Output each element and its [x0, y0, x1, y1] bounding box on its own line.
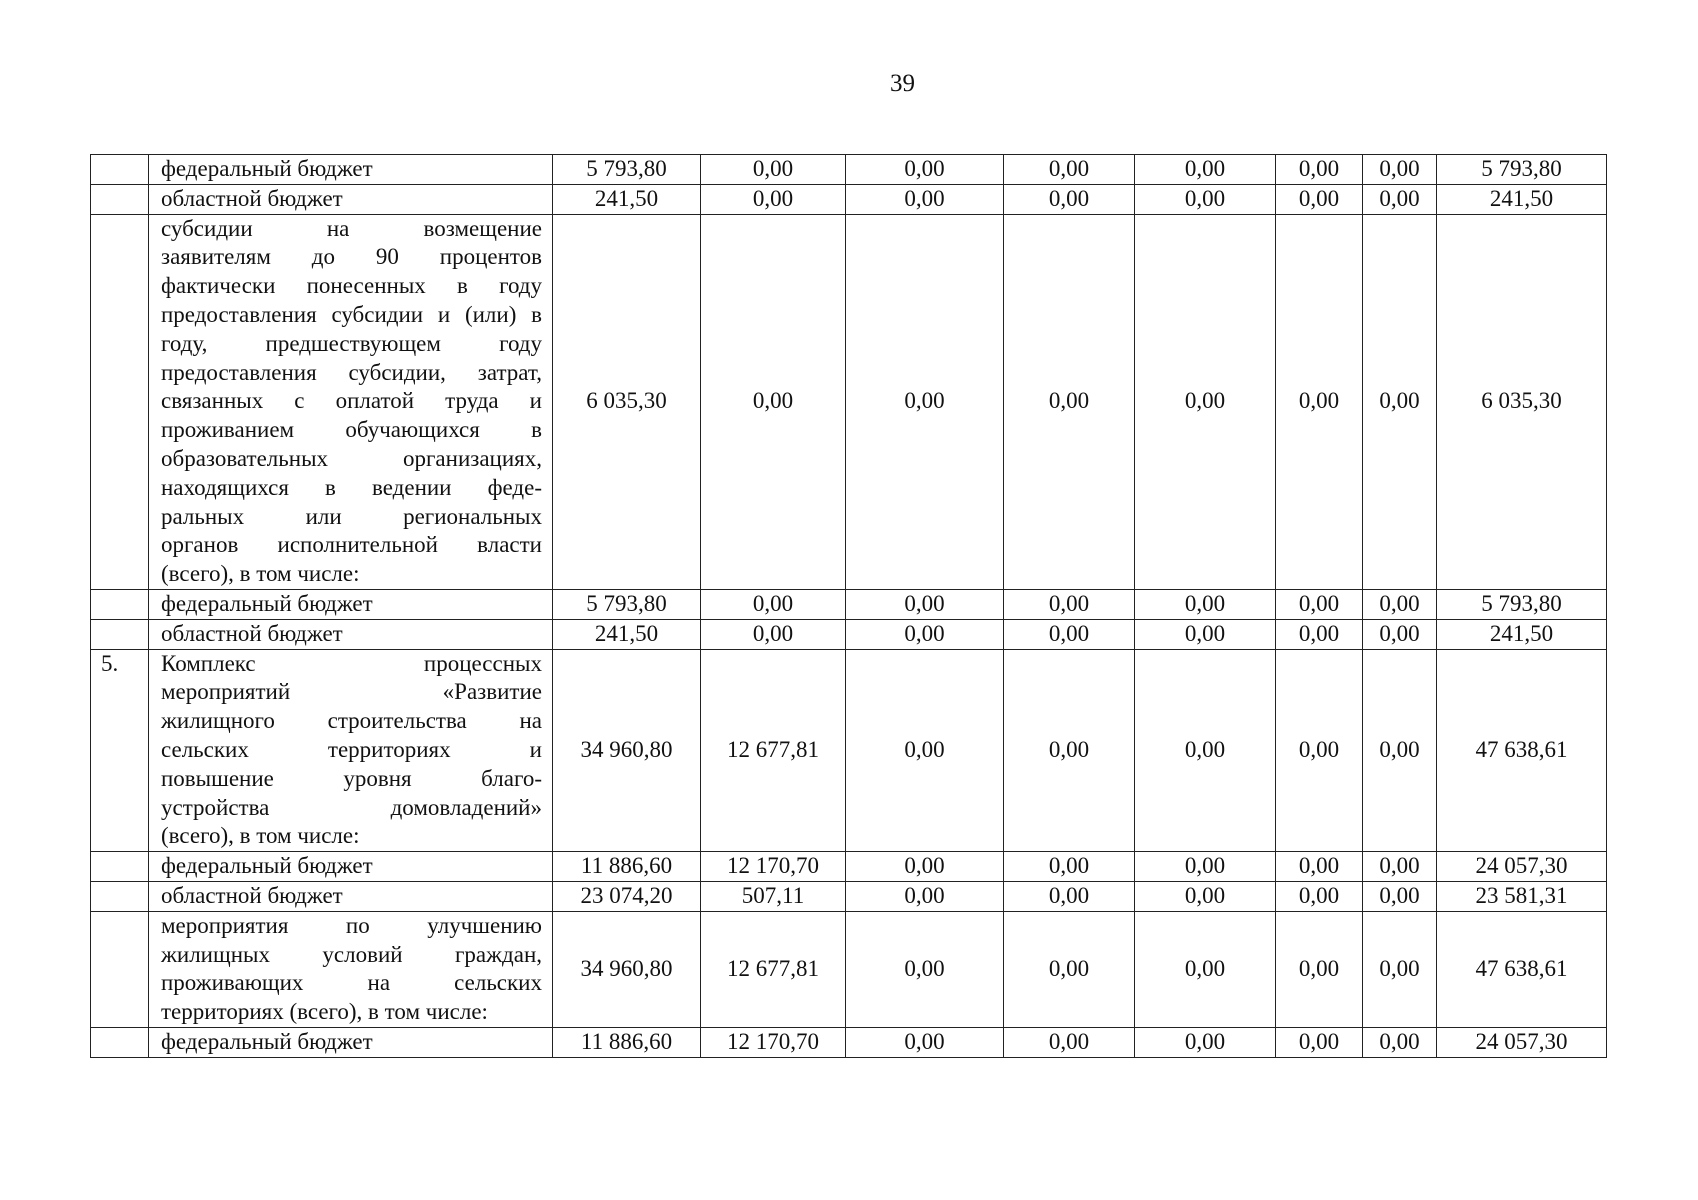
description-line: предоставления субсидии, затрат,: [161, 359, 542, 385]
total-cell: 24 057,30: [1437, 1027, 1607, 1057]
description-line: ральных или региональных: [161, 503, 542, 529]
description-line: мероприятий «Развитие: [161, 679, 542, 705]
value-cell: 0,00: [1135, 852, 1276, 882]
row-number-cell: [91, 589, 149, 619]
description-line: жилищных условий граждан,: [161, 941, 542, 967]
value-cell: 0,00: [1135, 155, 1276, 185]
description-line: проживанием обучающихся в: [161, 417, 542, 443]
value-cell: 34 960,80: [553, 649, 701, 852]
row-description-cell: [149, 649, 553, 852]
value-cell: 11 886,60: [553, 852, 701, 882]
table-row: [91, 214, 1607, 589]
description-line: органов исполнительной власти: [161, 532, 542, 558]
description-line: мероприятия по улучшению: [161, 912, 542, 938]
description-line: повышение уровня благо-: [161, 765, 542, 791]
description-line: предоставления субсидии и (или) в: [161, 301, 542, 327]
total-cell: 47 638,61: [1437, 649, 1607, 852]
row-description-cell: [149, 184, 553, 214]
value-cell: 0,00: [1276, 589, 1363, 619]
description-line: областной бюджет: [161, 882, 343, 908]
value-cell: 0,00: [846, 852, 1004, 882]
row-description-cell: [149, 852, 553, 882]
value-cell: 0,00: [1363, 214, 1437, 589]
table-row: [91, 881, 1607, 911]
value-cell: 0,00: [846, 911, 1004, 1027]
description-line: (всего), в том числе:: [161, 561, 360, 587]
description-line: федеральный бюджет: [161, 853, 373, 879]
value-cell: 34 960,80: [553, 911, 701, 1027]
budget-table: [90, 154, 1607, 1058]
value-cell: 0,00: [1135, 911, 1276, 1027]
table-row: [91, 155, 1607, 185]
page-number: 39: [890, 70, 915, 97]
description-line: федеральный бюджет: [161, 590, 373, 616]
row-description-cell: [149, 155, 553, 185]
value-cell: 0,00: [846, 589, 1004, 619]
value-cell: 5 793,80: [553, 155, 701, 185]
value-cell: 0,00: [846, 649, 1004, 852]
value-cell: 0,00: [701, 184, 846, 214]
description-line: федеральный бюджет: [161, 156, 373, 181]
value-cell: 0,00: [1004, 911, 1135, 1027]
value-cell: 11 886,60: [553, 1027, 701, 1057]
value-cell: 0,00: [701, 619, 846, 649]
total-cell: 241,50: [1437, 184, 1607, 214]
row-number-cell: 5.: [91, 649, 149, 852]
value-cell: 12 170,70: [701, 852, 846, 882]
value-cell: 0,00: [1135, 619, 1276, 649]
row-description-cell: [149, 881, 553, 911]
description-line: заявителям до 90 процентов: [161, 244, 542, 270]
value-cell: 0,00: [1004, 619, 1135, 649]
value-cell: 0,00: [1004, 881, 1135, 911]
description-line: фактически понесенных в году: [161, 273, 542, 299]
value-cell: 0,00: [1363, 881, 1437, 911]
value-cell: 507,11: [701, 881, 846, 911]
value-cell: 0,00: [1135, 649, 1276, 852]
row-number-cell: [91, 155, 149, 185]
description-line: устройства домовладений»: [161, 794, 542, 820]
value-cell: 0,00: [846, 619, 1004, 649]
value-cell: 0,00: [1135, 1027, 1276, 1057]
value-cell: 0,00: [1363, 589, 1437, 619]
value-cell: 0,00: [1135, 589, 1276, 619]
row-description-cell: [149, 589, 553, 619]
value-cell: 0,00: [846, 881, 1004, 911]
value-cell: 0,00: [1135, 881, 1276, 911]
description-line: связанных с оплатой труда и: [161, 388, 542, 414]
description-line: образовательных организациях,: [161, 445, 542, 471]
value-cell: 0,00: [1135, 214, 1276, 589]
value-cell: 0,00: [1276, 184, 1363, 214]
table-row: [91, 619, 1607, 649]
value-cell: 0,00: [701, 589, 846, 619]
value-cell: 0,00: [846, 155, 1004, 185]
value-cell: 241,50: [553, 184, 701, 214]
value-cell: 0,00: [846, 1027, 1004, 1057]
value-cell: 0,00: [1276, 649, 1363, 852]
description-line: сельских территориях и: [161, 736, 542, 762]
row-number-cell: [91, 852, 149, 882]
row-number-cell: [91, 911, 149, 1027]
value-cell: 0,00: [1004, 852, 1135, 882]
table-row: [91, 589, 1607, 619]
table-row: [91, 852, 1607, 882]
value-cell: 0,00: [1276, 881, 1363, 911]
value-cell: 0,00: [1004, 214, 1135, 589]
total-cell: 47 638,61: [1437, 911, 1607, 1027]
row-number-cell: [91, 1027, 149, 1057]
value-cell: 0,00: [1363, 911, 1437, 1027]
row-number-cell: [91, 214, 149, 589]
value-cell: 0,00: [1276, 214, 1363, 589]
row-description-cell: [149, 911, 553, 1027]
value-cell: 5 793,80: [553, 589, 701, 619]
description-line: федеральный бюджет: [161, 1028, 373, 1054]
row-number-cell: [91, 184, 149, 214]
value-cell: 6 035,30: [553, 214, 701, 589]
value-cell: 0,00: [1276, 1027, 1363, 1057]
total-cell: 6 035,30: [1437, 214, 1607, 589]
value-cell: 0,00: [1363, 619, 1437, 649]
value-cell: 0,00: [1363, 155, 1437, 185]
value-cell: 0,00: [1363, 852, 1437, 882]
description-line: (всего), в том числе:: [161, 823, 360, 849]
description-line: жилищного строительства на: [161, 708, 542, 734]
description-line: году, предшествующем году: [161, 330, 542, 356]
value-cell: 23 074,20: [553, 881, 701, 911]
value-cell: 0,00: [1004, 589, 1135, 619]
value-cell: 0,00: [1276, 619, 1363, 649]
row-number-cell: [91, 881, 149, 911]
value-cell: 0,00: [1363, 1027, 1437, 1057]
value-cell: 0,00: [1135, 184, 1276, 214]
description-line: субсидии на возмещение: [161, 215, 542, 241]
value-cell: 0,00: [1004, 184, 1135, 214]
value-cell: 0,00: [1004, 1027, 1135, 1057]
value-cell: 0,00: [701, 214, 846, 589]
total-cell: 5 793,80: [1437, 155, 1607, 185]
total-cell: 24 057,30: [1437, 852, 1607, 882]
value-cell: 0,00: [1276, 911, 1363, 1027]
value-cell: 0,00: [1276, 852, 1363, 882]
value-cell: 12 677,81: [701, 649, 846, 852]
description-line: находящихся в ведении феде-: [161, 474, 542, 500]
table-row: [91, 911, 1607, 1027]
table-row: [91, 649, 1607, 852]
description-line: Комплекс процессных: [161, 650, 542, 676]
description-line: областной бюджет: [161, 185, 343, 211]
table-row: [91, 184, 1607, 214]
value-cell: 12 170,70: [701, 1027, 846, 1057]
value-cell: 12 677,81: [701, 911, 846, 1027]
value-cell: 0,00: [701, 155, 846, 185]
total-cell: 23 581,31: [1437, 881, 1607, 911]
value-cell: 0,00: [1004, 649, 1135, 852]
value-cell: 0,00: [1363, 649, 1437, 852]
value-cell: 0,00: [846, 184, 1004, 214]
description-line: проживающих на сельских: [161, 970, 542, 996]
value-cell: 0,00: [1004, 155, 1135, 185]
description-line: территориях (всего), в том числе:: [161, 999, 488, 1025]
table-row: [91, 1027, 1607, 1057]
value-cell: 241,50: [553, 619, 701, 649]
value-cell: 0,00: [846, 214, 1004, 589]
row-description-cell: [149, 1027, 553, 1057]
row-description-cell: [149, 214, 553, 589]
value-cell: 0,00: [1363, 184, 1437, 214]
row-number-cell: [91, 619, 149, 649]
total-cell: 241,50: [1437, 619, 1607, 649]
total-cell: 5 793,80: [1437, 589, 1607, 619]
row-description-cell: [149, 619, 553, 649]
description-line: областной бюджет: [161, 620, 343, 646]
value-cell: 0,00: [1276, 155, 1363, 185]
